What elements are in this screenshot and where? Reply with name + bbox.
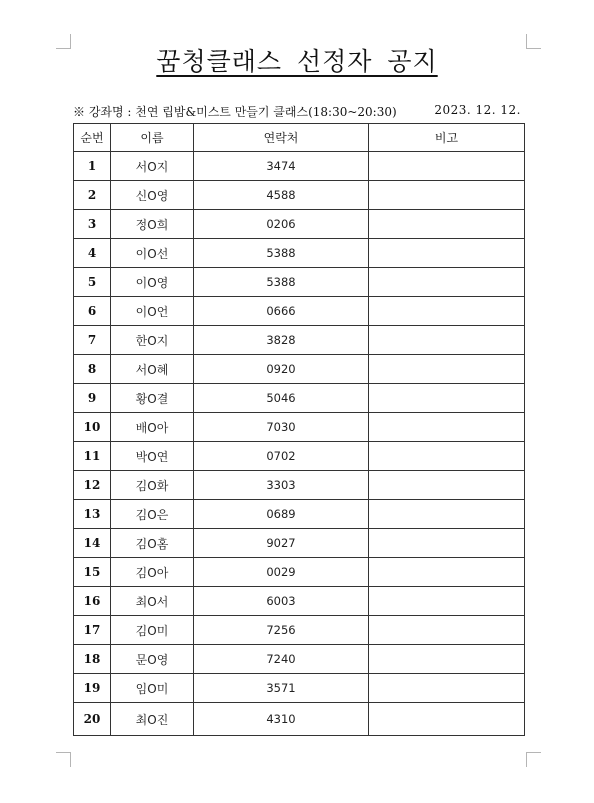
row-contact-cell: 5388 [194, 239, 369, 268]
row-name-cell: 신O영 [111, 181, 194, 210]
row-contact-cell: 3571 [194, 674, 369, 703]
table-row [74, 558, 525, 587]
table-row [74, 703, 525, 736]
row-remarks-cell [369, 152, 525, 181]
row-name-cell: 김O화 [111, 471, 194, 500]
row-name-cell: 배O아 [111, 413, 194, 442]
row-remarks-cell [369, 616, 525, 645]
row-remarks-cell [369, 355, 525, 384]
row-name-cell: 박O연 [111, 442, 194, 471]
row-contact-cell: 4310 [194, 703, 369, 736]
row-number-cell: 15 [74, 558, 111, 587]
row-remarks-cell [369, 587, 525, 616]
row-contact-cell: 7240 [194, 645, 369, 674]
row-number-cell: 11 [74, 442, 111, 471]
table-row [74, 645, 525, 674]
row-name-cell: 김O은 [111, 500, 194, 529]
row-remarks-cell [369, 674, 525, 703]
row-name-cell: 한O지 [111, 326, 194, 355]
table-row [74, 239, 525, 268]
row-remarks-cell [369, 181, 525, 210]
table-row [74, 297, 525, 326]
row-name-cell: 최O진 [111, 703, 194, 736]
row-number-cell: 8 [74, 355, 111, 384]
table-row [74, 268, 525, 297]
row-remarks-cell [369, 529, 525, 558]
row-remarks-cell [369, 268, 525, 297]
row-name-cell: 임O미 [111, 674, 194, 703]
row-number-cell: 7 [74, 326, 111, 355]
table-row [74, 529, 525, 558]
row-remarks-cell [369, 297, 525, 326]
row-name-cell: 이O영 [111, 268, 194, 297]
table-body [74, 152, 525, 736]
row-contact-cell: 5388 [194, 268, 369, 297]
row-contact-cell: 4588 [194, 181, 369, 210]
table-row [74, 413, 525, 442]
row-number-cell: 17 [74, 616, 111, 645]
row-contact-cell: 0702 [194, 442, 369, 471]
row-contact-cell: 7030 [194, 413, 369, 442]
row-name-cell: 정O희 [111, 210, 194, 239]
course-name: ※ 강좌명 : 천연 립밤&미스트 만들기 클래스(18:30~20:30) [73, 105, 397, 119]
row-name-cell: 이O선 [111, 239, 194, 268]
row-remarks-cell [369, 500, 525, 529]
row-number-cell: 19 [74, 674, 111, 703]
row-remarks-cell [369, 326, 525, 355]
row-remarks-cell [369, 645, 525, 674]
table-row [74, 384, 525, 413]
row-contact-cell: 3828 [194, 326, 369, 355]
header-contact: 연락처 [194, 124, 369, 152]
document-title [0, 42, 594, 78]
row-number-cell: 13 [74, 500, 111, 529]
header-remarks: 비고 [369, 124, 525, 152]
row-contact-cell: 6003 [194, 587, 369, 616]
row-remarks-cell [369, 703, 525, 736]
table-row [74, 471, 525, 500]
table-row [74, 587, 525, 616]
notice-date: 2023. 12. 12. [434, 103, 521, 117]
row-remarks-cell [369, 239, 525, 268]
row-number-cell: 4 [74, 239, 111, 268]
document-title-text: 꿈청클래스 선정자 공지 [156, 47, 438, 76]
crop-mark-bottom-right [526, 752, 541, 767]
table-row [74, 674, 525, 703]
row-name-cell: 최O서 [111, 587, 194, 616]
row-remarks-cell [369, 413, 525, 442]
row-number-cell: 16 [74, 587, 111, 616]
row-contact-cell: 0206 [194, 210, 369, 239]
row-number-cell: 6 [74, 297, 111, 326]
row-remarks-cell [369, 558, 525, 587]
table-row [74, 500, 525, 529]
table-header-row [74, 124, 525, 152]
row-contact-cell: 3474 [194, 152, 369, 181]
row-name-cell: 서O지 [111, 152, 194, 181]
row-number-cell: 5 [74, 268, 111, 297]
row-contact-cell: 0029 [194, 558, 369, 587]
row-contact-cell: 0689 [194, 500, 369, 529]
course-info-line [73, 103, 525, 121]
row-contact-cell: 0920 [194, 355, 369, 384]
table-row [74, 616, 525, 645]
row-contact-cell: 3303 [194, 471, 369, 500]
row-name-cell: 김O미 [111, 616, 194, 645]
row-number-cell: 14 [74, 529, 111, 558]
row-remarks-cell [369, 210, 525, 239]
row-number-cell: 12 [74, 471, 111, 500]
table-row [74, 326, 525, 355]
row-name-cell: 황O결 [111, 384, 194, 413]
selection-table [73, 123, 525, 736]
row-contact-cell: 7256 [194, 616, 369, 645]
row-number-cell: 2 [74, 181, 111, 210]
row-number-cell: 20 [74, 703, 111, 736]
table-row [74, 442, 525, 471]
row-contact-cell: 0666 [194, 297, 369, 326]
row-number-cell: 18 [74, 645, 111, 674]
row-remarks-cell [369, 384, 525, 413]
row-name-cell: 서O혜 [111, 355, 194, 384]
row-name-cell: 이O언 [111, 297, 194, 326]
row-remarks-cell [369, 471, 525, 500]
row-name-cell: 문O영 [111, 645, 194, 674]
table-row [74, 355, 525, 384]
row-number-cell: 9 [74, 384, 111, 413]
table-row [74, 181, 525, 210]
row-number-cell: 3 [74, 210, 111, 239]
row-name-cell: 김O홈 [111, 529, 194, 558]
row-number-cell: 10 [74, 413, 111, 442]
row-contact-cell: 9027 [194, 529, 369, 558]
row-remarks-cell [369, 442, 525, 471]
row-contact-cell: 5046 [194, 384, 369, 413]
table-row [74, 210, 525, 239]
table-row [74, 152, 525, 181]
row-number-cell: 1 [74, 152, 111, 181]
header-number: 순번 [74, 124, 111, 152]
crop-mark-bottom-left [56, 752, 71, 767]
row-name-cell: 김O아 [111, 558, 194, 587]
header-name: 이름 [111, 124, 194, 152]
